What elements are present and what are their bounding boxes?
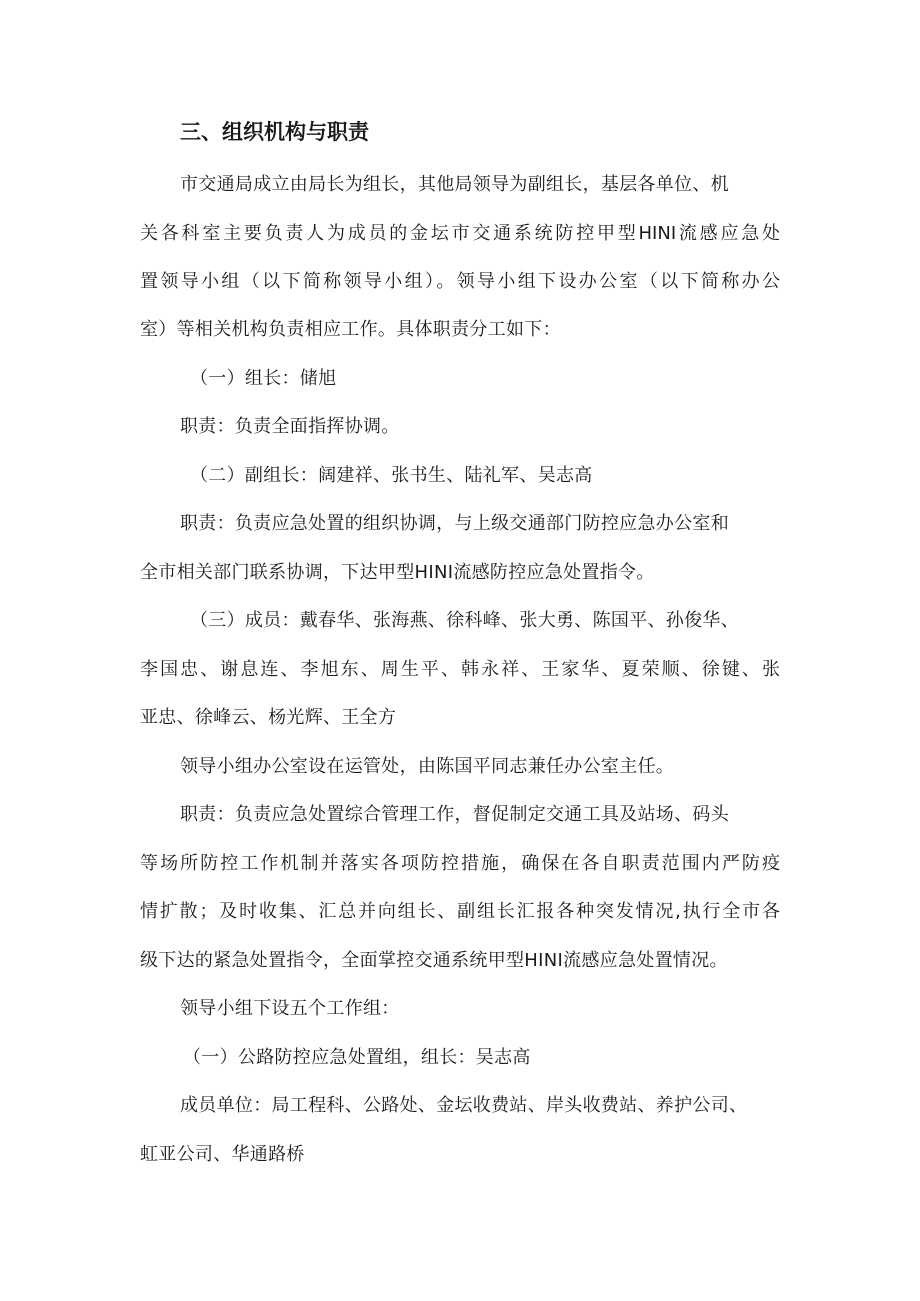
intro-line-3: 置领导小组（以下简称领导小组）。领导小组下设办公室（以下简称办公 [140,271,780,292]
intro-line-2: 关各科室主要负责人为成员的金坛市交通系统防控甲型HINI流感应急处 [140,223,780,244]
deputy-duty-line-2: 全市相关部门联系协调，下达甲型HINI流感防控应急处置指令。 [140,562,655,583]
office-duty-line-3: 情扩散；及时收集、汇总并向组长、副组长汇报各种突发情况,执行全市各 [140,901,780,922]
intro-line-4: 室）等相关机构负责相应工作。具体职责分工如下： [140,319,561,340]
members-line-2: 李国忠、谢息连、李旭东、周生平、韩永祥、王家华、夏荣顺、徐键、张 [140,659,780,680]
office-duty-line-4: 级下达的紧急处置指令，全面掌控交通系统甲型HINI流感应急处置情况。 [140,950,728,971]
deputy-duty-line-1: 职责：负责应急处置的组织协调，与上级交通部门防控应急办公室和 [180,513,729,534]
leader-duty: 职责：负责全面指挥协调。 [180,416,400,437]
group1-title: （一）公路防控应急处置组，组长：吴志高 [183,1047,531,1068]
group1-units-line-2: 虹亚公司、华通路桥 [140,1144,305,1165]
leader-title: （一）组长：储旭 [190,368,337,389]
group1-units-line-1: 成员单位：局工程科、公路处、金坛收费站、岸头收费站、养护公司、 [180,1095,748,1116]
section-title: 三、组织机构与职责 [180,120,369,144]
office-duty-line-2: 等场所防控工作机制并落实各项防控措施，确保在各自职责范围内严防疫 [140,853,780,874]
deputy-title: （二）副组长：阔建祥、张书生、陆礼军、吴志高 [190,465,593,486]
office-intro: 领导小组办公室设在运管处，由陈国平同志兼任办公室主任。 [180,756,675,777]
members-line-1: （三）成员：戴春华、张海燕、徐科峰、张大勇、陈国平、孙俊华、 [190,610,739,631]
intro-line-1: 市交通局成立由局长为组长，其他局领导为副组长，基层各单位、机 [180,174,729,195]
groups-intro: 领导小组下设五个工作组： [180,998,400,1019]
office-duty-line-1: 职责：负责应急处置综合管理工作，督促制定交通工具及站场、码头 [180,804,729,825]
members-line-3: 亚忠、徐峰云、杨光辉、王全方 [140,707,397,728]
